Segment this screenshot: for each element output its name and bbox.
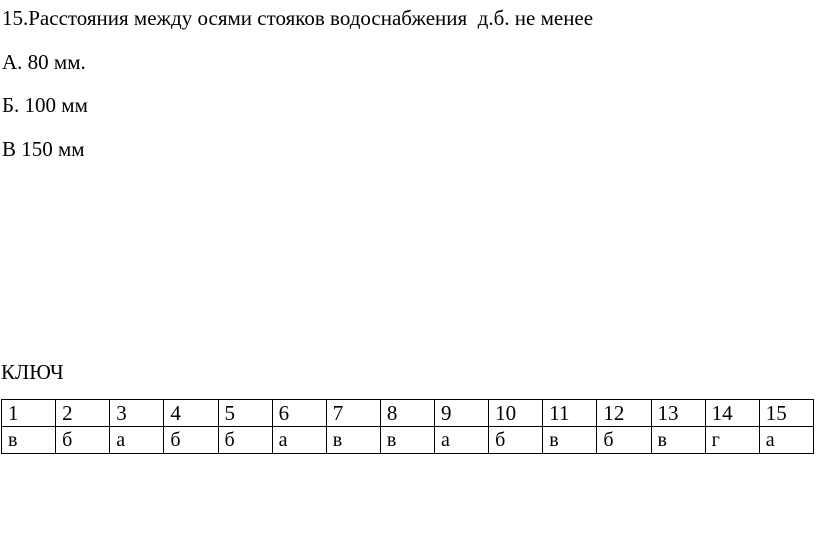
question-number-cell: 2	[56, 400, 110, 427]
answer-key-table	[1, 399, 814, 454]
question-number-row	[2, 400, 814, 427]
question-number-cell: 6	[272, 400, 326, 427]
answer-letter-cell: в	[543, 427, 597, 454]
answer-letter-row	[2, 427, 814, 454]
question-number-cell: 12	[597, 400, 651, 427]
question-number-cell: 1	[2, 400, 56, 427]
answer-letter-cell: а	[272, 427, 326, 454]
question-number-cell: 14	[705, 400, 759, 427]
question-number-cell: 15	[759, 400, 813, 427]
question-number-cell: 9	[435, 400, 489, 427]
answer-letter-cell: б	[597, 427, 651, 454]
answer-letter-cell: а	[110, 427, 164, 454]
question-title: 15.Расстояния между осями стояков водоснабжения д.б. не менее	[2, 6, 594, 30]
answer-letter-cell: в	[2, 427, 56, 454]
answer-option-a: А. 80 мм.	[2, 50, 86, 74]
answer-option-b: Б. 100 мм	[2, 93, 88, 117]
question-number-cell: 8	[380, 400, 434, 427]
answer-letter-cell: г	[705, 427, 759, 454]
answer-letter-cell: б	[56, 427, 110, 454]
question-number-cell: 4	[164, 400, 218, 427]
question-number-cell: 5	[218, 400, 272, 427]
answer-letter-cell: б	[164, 427, 218, 454]
question-number-cell: 13	[651, 400, 705, 427]
question-number-cell: 7	[326, 400, 380, 427]
answer-letter-cell: в	[651, 427, 705, 454]
answer-letter-cell: в	[326, 427, 380, 454]
question-number-cell: 3	[110, 400, 164, 427]
answer-letter-cell: б	[489, 427, 543, 454]
question-number-cell: 10	[489, 400, 543, 427]
answer-letter-cell: а	[435, 427, 489, 454]
answer-key-label: КЛЮЧ	[1, 360, 64, 384]
answer-option-c: В 150 мм	[2, 137, 85, 161]
answer-letter-cell: а	[759, 427, 813, 454]
answer-letter-cell: б	[218, 427, 272, 454]
question-number-cell: 11	[543, 400, 597, 427]
answer-letter-cell: в	[380, 427, 434, 454]
